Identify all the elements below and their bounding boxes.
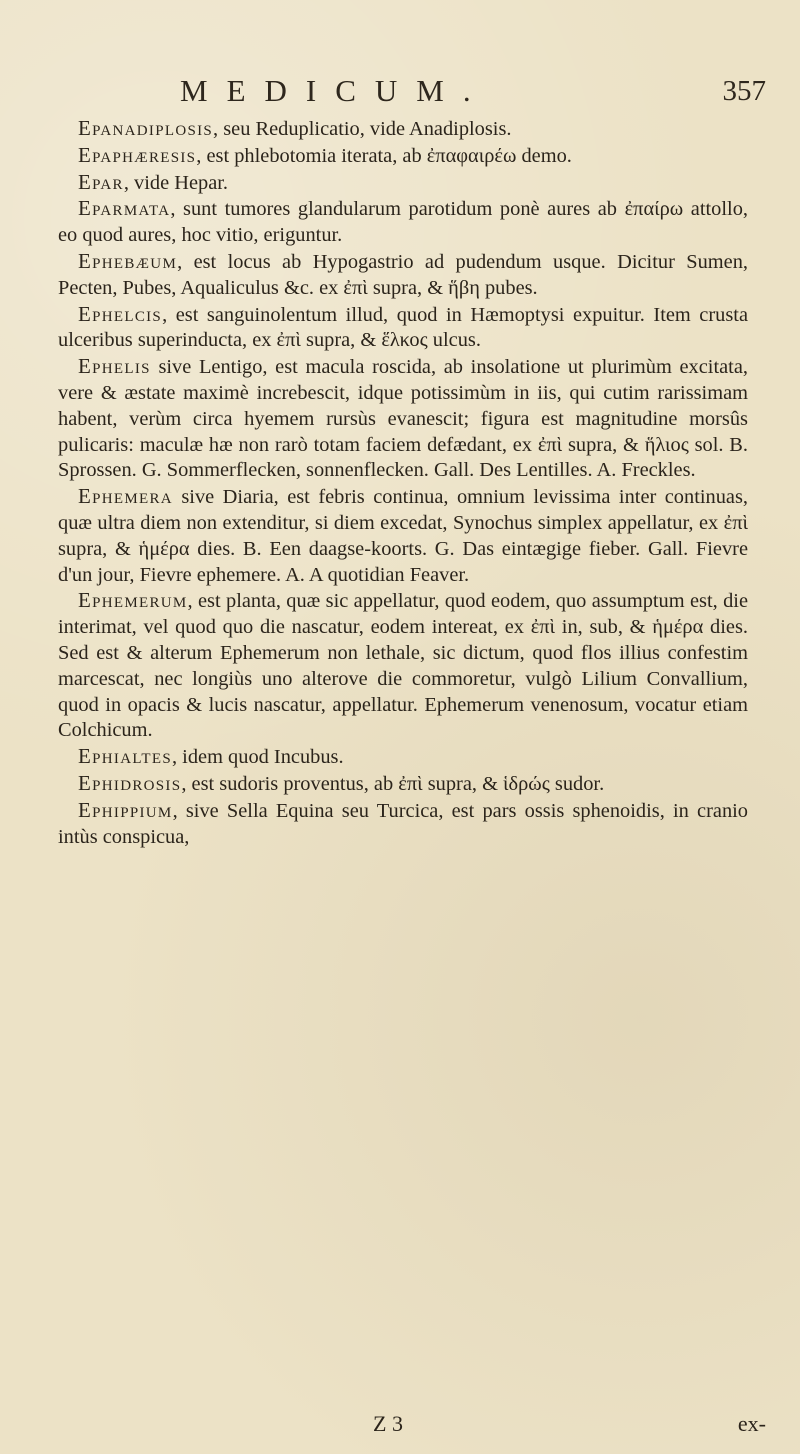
entry-term: Ephemerum xyxy=(78,588,188,613)
entry-body: , est locus ab Hypogastrio ad pudendum usque. Dicitur Sumen, Pecten, Pubes, Aqualiculus &c. ex ἐπὶ supra, & ἥβη pubes. xyxy=(58,250,748,299)
catchword: ex- xyxy=(737,1411,766,1436)
entry-body: , est sudoris proventus, ab ἐπὶ supra, & ἱδρώς sudor. xyxy=(181,772,605,795)
entry-ephemera xyxy=(58,484,748,588)
entry-ephemerum xyxy=(58,588,748,744)
entry-ephialtes xyxy=(58,744,748,771)
entry-term: Epaphæresis xyxy=(78,142,197,167)
entry-term: Eparmata xyxy=(78,196,171,221)
entry-eparmata xyxy=(58,196,748,249)
entry-body: , vide Hepar. xyxy=(123,171,229,194)
dictionary-column xyxy=(58,116,748,850)
page-header xyxy=(0,73,800,113)
entry-term: Ephippium xyxy=(78,797,173,822)
entry-body: sive Lentigo, est macula roscida, ab insolatione ut plurimùm excitata, vere & æstate maximè increbescit, idque potissimùm in iis, qui cutim rarissimam habent, verùm circa hyemem rursùs evanescit; figura est magnitudine morsûs pulicaris: maculæ hæ non rarò totam faciem defædant, ex ἐπὶ supra, & ἥλιος sol. B. Sprossen. G. Sommerflecken, sonnenflecken. Gall. Des Lentilles. A. Freckles. xyxy=(58,356,748,482)
entry-term: Ephemera xyxy=(78,484,173,509)
entry-epaphaeresis xyxy=(58,143,748,170)
entry-body: , est planta, quæ sic appellatur, quod eodem, quo assumptum est, die interimat, vel quod quo die nascatur, eodem intereat, ex ἐπὶ in, sub, & ἡμέρα dies. Sed est & alterum Ephemerum non lethale, sic dictum, quod flos illius confestim marcescat, nec longiùs uno alterove die commoretur, vulgò Lilium Convallium, quod in opacis & lucis nascatur, appellatur. Ephemerum venenosum, vocatur etiam Colchicum. xyxy=(58,590,748,742)
entry-ephelcis xyxy=(58,302,748,355)
entry-body: , idem quod Incubus. xyxy=(171,746,344,769)
entry-body: , sive Sella Equina seu Turcica, est pars ossis sphenoidis, in cranio intùs conspicua, xyxy=(58,799,748,848)
entry-epanadiplosis xyxy=(58,116,748,143)
entry-ephelis xyxy=(58,354,748,484)
entry-body: , est sanguinolentum illud, quod in Hæmoptysi expuitur. Item crusta ulceribus superinducta, ex ἐπὶ supra, & ἕλκος ulcus. xyxy=(58,303,748,352)
entry-term: Ephialtes xyxy=(78,744,172,769)
entry-body: , est phlebotomia iterata, ab ἐπαφαιρέω demo. xyxy=(196,144,572,167)
entry-term: Epar xyxy=(78,169,124,194)
page-number: 357 xyxy=(722,75,766,107)
entry-body: , sunt tumores glandularum parotidum ponè aures ab ἐπαίρω attollo, eo quod aures, hoc vitio, eriguntur. xyxy=(58,198,748,247)
entry-body: , seu Reduplicatio, vide Anadiplosis. xyxy=(213,118,512,140)
entry-term: Ephelcis xyxy=(78,301,163,326)
page-footer xyxy=(0,1411,800,1441)
entry-term: Ephidrosis xyxy=(78,770,182,795)
entry-body: sive Diaria, est febris continua, omnium levissima inter continuas, quæ ultra diem non extenditur, si diem excedat, Synochus simplex appellatur, ex ἐπὶ supra, & ἡμέρα dies. B. Een daagse-koorts. G. Das eintægige fieber. Gall. Fievre d'un jour, Fievre ephemere. A. A quotidian Feaver. xyxy=(58,486,748,586)
entry-ephebaeum xyxy=(58,249,748,302)
entry-term: Ephelis xyxy=(78,354,151,379)
entry-term: Epanadiplosis xyxy=(78,116,214,140)
entry-epar xyxy=(58,170,748,197)
entry-ephippium xyxy=(58,798,748,851)
entry-ephidrosis xyxy=(58,771,748,798)
running-head: MEDICUM. xyxy=(180,73,490,108)
entry-term: Ephebæum xyxy=(78,248,178,273)
signature-mark: Z 3 xyxy=(373,1411,403,1436)
